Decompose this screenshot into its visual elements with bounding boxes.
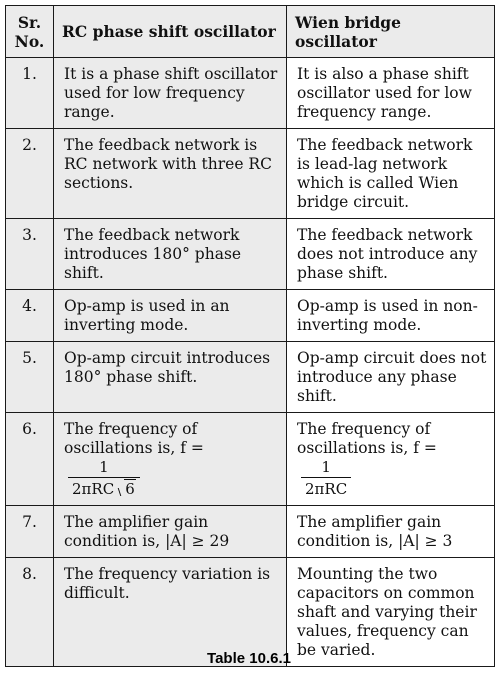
wien-cell: The feedback network does not introduce any phase shift.	[287, 219, 495, 290]
header-serial-number	[6, 6, 54, 58]
rc-cell: Op-amp circuit introduces 180° phase shift.	[54, 342, 287, 413]
row-number: 2.	[6, 129, 54, 219]
header-serial-line2: No.	[14, 31, 45, 51]
header-serial-line1: Sr.	[17, 12, 42, 32]
square-root-symbol	[114, 480, 136, 499]
rc-cell: The amplifier gain condition is, |A| ≥ 29	[54, 506, 287, 558]
table-header-row	[6, 6, 495, 58]
fraction-numerator: 1	[99, 458, 109, 476]
wien-cell: Op-amp is used in non-inverting mode.	[287, 290, 495, 342]
rc-cell: Op-amp is used in an inverting mode.	[54, 290, 287, 342]
comparison-table-container	[5, 5, 494, 667]
fraction-numerator: 1	[321, 458, 331, 476]
row-number: 4.	[6, 290, 54, 342]
wien-cell: The amplifier gain condition is, |A| ≥ 3	[287, 506, 495, 558]
rc-cell: The feedback network is RC network with three RC sections.	[54, 129, 287, 219]
rc-frequency-fraction	[68, 458, 140, 499]
rc-cell: The feedback network introduces 180° phase shift.	[54, 219, 287, 290]
wien-cell	[287, 413, 495, 506]
row-number: 5.	[6, 342, 54, 413]
wien-cell: Op-amp circuit does not introduce any phase shift.	[287, 342, 495, 413]
wien-cell: It is also a phase shift oscillator used for low frequency range.	[287, 58, 495, 129]
table-row	[6, 58, 495, 129]
table-row	[6, 413, 495, 506]
rc-cell	[54, 413, 287, 506]
rc-cell: The frequency variation is difficult.	[54, 558, 287, 667]
radicand: 6	[125, 480, 135, 498]
table-caption: Table 10.6.1	[207, 650, 291, 667]
table-row	[6, 342, 495, 413]
row-number: 6.	[6, 413, 54, 506]
row-number: 7.	[6, 506, 54, 558]
table-row	[6, 290, 495, 342]
wien-cell: The feedback network is lead-lag network which is called Wien bridge circuit.	[287, 129, 495, 219]
fraction-denominator: 2πRC 6	[68, 477, 140, 499]
table-row	[6, 129, 495, 219]
header-rc-phase-shift: RC phase shift oscillator	[54, 6, 287, 58]
wien-cell: Mounting the two capacitors on common shaft and varying their values, frequency can be varied.	[287, 558, 495, 667]
header-wien-bridge: Wien bridge oscillator	[287, 6, 495, 58]
rc-cell: It is a phase shift oscillator used for low frequency range.	[54, 58, 287, 129]
fraction-denominator: 2πRC	[301, 477, 351, 499]
comparison-table	[5, 5, 495, 667]
table-row	[6, 219, 495, 290]
row-number: 8.	[6, 558, 54, 667]
wien-frequency-text: The frequency of oscillations is, f =	[297, 420, 437, 457]
row-number: 3.	[6, 219, 54, 290]
rc-frequency-text: The frequency of oscillations is, f =	[64, 420, 204, 457]
wien-frequency-fraction	[301, 458, 351, 499]
table-row	[6, 506, 495, 558]
row-number: 1.	[6, 58, 54, 129]
